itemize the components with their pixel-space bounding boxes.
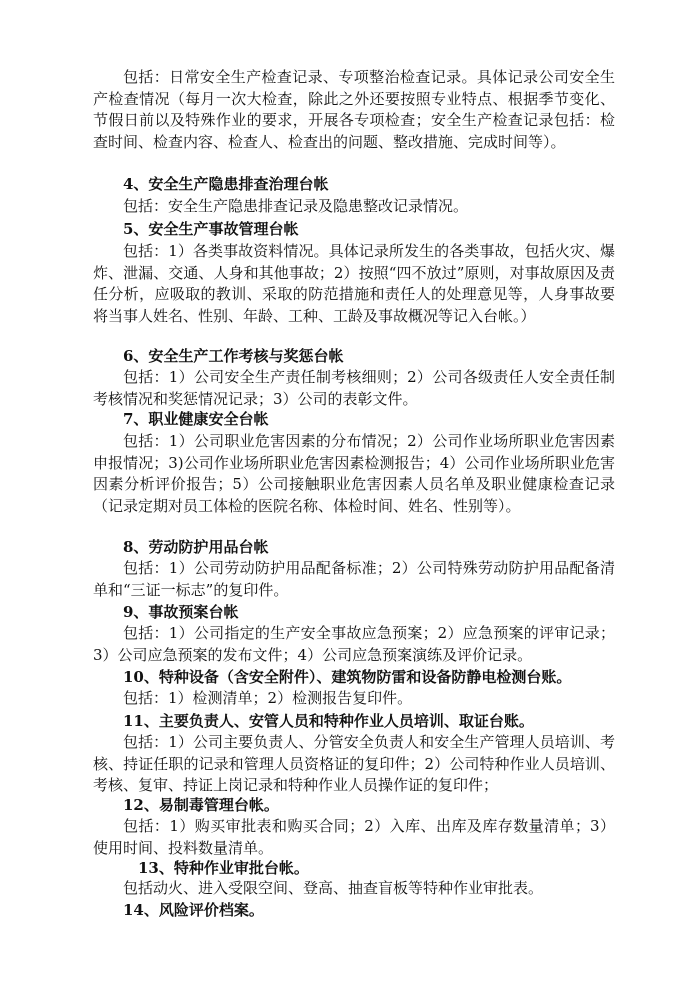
heading-protective-equipment: 8、劳动防护用品台帐 (123, 538, 269, 556)
paragraph-special-equipment: 包括：1）检测清单；2）检测报告复印件。 (123, 689, 413, 707)
heading-precursor-chemicals: 12、易制毒管理台帐。 (123, 796, 279, 814)
paragraph-personnel-training: 包括：1）公司主要负责人、分管安全负责人和安全生产管理人员培训、考核、持证任职的记录和管理人员资格证的复印件；2）公司特种作业人员培训、考核、复审、持证上岗记录和特种作业人员操作证的复印件； (93, 733, 615, 794)
paragraph-emergency-plans: 包括：1）公司指定的生产安全事故应急预案；2）应急预案的评审记录；3）公司应急预案的发布文件；4）公司应急预案演练及评价记录。 (93, 624, 615, 664)
paragraph-accident-management: 包括：1）各类事故资料情况。具体记录所发生的各类事故，包括火灾、爆炸、泄漏、交通、人身和其他事故；2）按照“四不放过”原则，对事故原因及责任分析，应吸取的教训、采取的防范措施和责任人的处理意见等，人身事故要将当事人姓名、性别、年龄、工种、工龄及事故概况等记入台帐。） (93, 242, 615, 325)
heading-risk-assessment: 14、风险评价档案。 (123, 901, 264, 919)
paragraph-special-work-approval: 包括动火、进入受限空间、登高、抽查盲板等特种作业审批表。 (123, 879, 544, 897)
paragraph-protective-equipment: 包括：1）公司劳动防护用品配备标准；2）公司特殊劳动防护用品配备清单和“三证一标志”的复印件。 (93, 559, 615, 599)
heading-special-equipment: 10、特种设备（含安全附件）、建筑物防雷和设备防静电检测台账。 (123, 668, 572, 686)
heading-assessment-rewards: 6、安全生产工作考核与奖惩台帐 (123, 347, 344, 365)
heading-emergency-plans: 9、事故预案台帐 (123, 603, 239, 621)
paragraph-hazard-investigation: 包括：安全生产隐患排查记录及隐患整改记录情况。 (123, 197, 469, 215)
heading-hazard-investigation: 4、安全生产隐患排查治理台帐 (123, 175, 329, 193)
paragraph-occupational-health: 包括：1）公司职业危害因素的分布情况；2）公司作业场所职业危害因素申报情况；3)公司作业场所职业危害因素检测报告；4）公司作业场所职业危害因素分析评价报告；5）公司接触职业危害因素人员名单及职业健康检查记录（记录定期对员工体检的医院名称、体检时间、姓名、性别等）。 (93, 432, 615, 515)
heading-special-work-approval: 13、特种作业审批台帐。 (138, 859, 309, 877)
paragraph-precursor-chemicals: 包括：1）购买审批表和购买合同；2）入库、出库及库存数量清单；3）使用时间、投料数量清单。 (93, 817, 615, 857)
heading-occupational-health: 7、职业健康安全台帐 (123, 410, 269, 428)
heading-personnel-training: 11、主要负责人、安管人员和特种作业人员培训、取证台账。 (123, 712, 534, 730)
paragraph-safety-inspection-records: 包括：日常安全生产检查记录、专项整治检查记录。具体记录公司安全生产检查情况（每月一次大检查，除此之外还要按照专业特点、根据季节变化、节假日前以及特殊作业的要求，开展各专项检查；安全生产检查记录包括：检查时间、检查内容、检查人、检查出的问题、整改措施、完成时间等）。 (93, 68, 615, 151)
paragraph-assessment-rewards: 包括：1）公司安全生产责任制考核细则；2）公司各级责任人安全责任制考核情况和奖惩情况记录；3）公司的表彰文件。 (93, 368, 615, 408)
heading-accident-management: 5、安全生产事故管理台帐 (123, 220, 299, 238)
